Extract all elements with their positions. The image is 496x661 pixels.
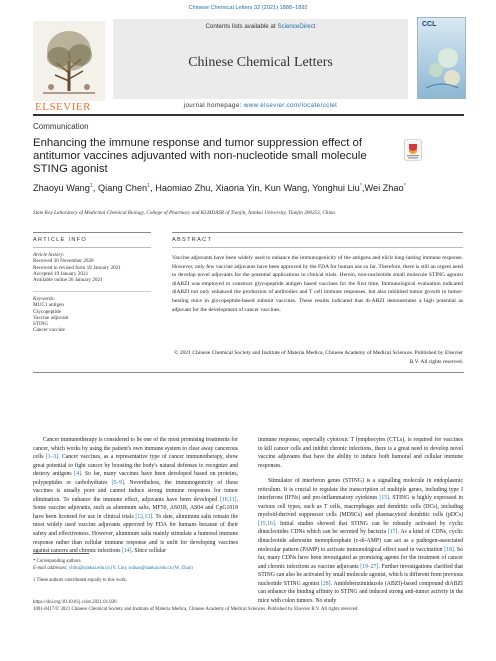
footnote-equal-contribution: 1 These authors contributed equally to this work. (33, 578, 127, 583)
article-info-subrule (33, 247, 151, 248)
cover-artwork-icon (418, 18, 465, 98)
history-item: Available online 26 January 2021 (33, 277, 103, 284)
article-history (33, 252, 151, 283)
abstract-bottom-rule (33, 372, 464, 373)
author-name: Kun Wang (264, 183, 308, 194)
history-item: Accepted 19 January 2021 (33, 270, 89, 277)
journal-banner (113, 19, 408, 99)
homepage-prefix: journal homepage: (183, 102, 244, 109)
body-paragraph: immune response, especially cytotoxic T lymphocytes (CTLs), is required for vaccines to kill cancer cells and inhibit chronic infections, there is a great need to develop novel vaccine adjuvants that have the ability to induce both humoral and cellular immune responses. (258, 437, 463, 469)
article-title: Enhancing the immune response and tumor suppression effect of antitumor vaccines adjuvanted with non-nucleotide small molecule STING agonist (33, 137, 367, 176)
publisher-logo-text: ELSEVIER (35, 101, 91, 113)
body-paragraph: Stimulator of interferon genes (STING) is a signalling molecule in endoplasmic reticulum. It is crucial to regulate the transcription of multiple genes, including type I interferons (IFNs) and pro-inflammatory cytokines [15]. STING is highly expressed in various cell types, such as T cells, macrophages and dendritic cells (DCs), including myeloid-derived suppressor cells (MDSCs) and plasmacytoid dendritic cells (pDCs) [15,16]. Initial studies showed that STING can be robustly activated by cyclic dinucleotides CDNs which can be secreted by bacteria [17]. As a kind of CDNs, cyclic dinucleotide adenosine monophosphate (c-di-AMP) can act as a pathogen-associated molecular pattern (PAMP) to activate immunological effect used in vaccination [18]. So far, many CDNs have been investigated as promising agents for the treatment of cancer and chronic infections as vaccine adjuvants [19–27]. Further investigations clarified that STING can also be activated by small molecule agonist, which is different from previous nucleotide STING agonist [28]. Amidobenzimidazole (ABZI)-based compound diABZI can enhance the binding affinity to STING and induced strong anti-tumor activity in the mice with colon tumors. No study (258, 478, 464, 604)
check-for-updates-icon[interactable] (404, 139, 422, 161)
history-label: Article history: (33, 252, 65, 258)
journal-name: Chinese Chemical Letters (188, 55, 333, 70)
citation-link[interactable]: [18] (444, 546, 454, 553)
citation-link[interactable]: [15,16] (258, 520, 275, 527)
citation-link[interactable]: [12,13] (135, 513, 153, 520)
keywords (33, 296, 151, 334)
email-label: E-mail addresses: (33, 566, 68, 571)
keyword: Cancer vaccine (33, 327, 65, 334)
abstract-rule (172, 232, 463, 233)
issn-copyright: 1001-8417/© 2021 Chinese Chemical Society and Institute of Materia Medica, Chinese Academy of Medical Sciences. Published by Elsevier B.V. All rights reserved. (33, 607, 359, 612)
body-paragraph: Cancer immunotherapy is considered to be one of the most promising treatments for cancer, which works by using the patient's own immune system to clear away cancerous cells [1–3]. Cancer vaccines, as a representative type of cancer immunotherapy, show great potential to fight cancer by boosting the body's natural defenses to recognize and destroy antigens [4]. So far, many vaccines have been developed based on proteins, polypeptides or carbohydrates [5–9]. Nevertheless, the immunogenicity of these vaccines is usually poor and cannot induce strong immune responses for tumor elimination. To enhance the immune effect, adjuvants have been developed [10,11]. Some vaccine adjuvants, such as aluminum salts, MF59, AS01B, AS04 and CpG1018 have been licensed for use in clinical trials [12,13]. To date, aluminum salts remain the most widely used vaccine adjuvants approved by FDA for humans because of their safety and effectiveness. However, aluminum salts mainly stimulate a humoral immune response rather than cellular immune response and is unfit for developing vaccines against cancers and chronic infections [14]. Since cellular (33, 437, 238, 555)
doi-link[interactable]: https://doi.org/10.1016/j.cclet.2021.01.036 (33, 600, 117, 605)
citation-link[interactable]: [1–3] (45, 454, 59, 461)
author-name: Yonghui Liu (312, 183, 360, 194)
article-type: Communication (33, 122, 89, 131)
journal-cover (417, 17, 466, 99)
journal-reference[interactable]: Chinese Chemical Letters 32 (2021) 1888–1892 (188, 5, 308, 11)
body-left-column (33, 436, 238, 556)
footnote-emails (33, 566, 243, 572)
contents-line (113, 23, 408, 30)
abstract-subrule (172, 247, 463, 248)
abstract-heading: ABSTRACT (172, 237, 213, 243)
article-info-rule (33, 232, 151, 233)
citation-link[interactable]: [17] (387, 529, 398, 536)
author-name: Zhaoyu Wang (33, 183, 90, 194)
author-mark[interactable]: 1 (89, 183, 93, 189)
citation-link[interactable]: [14] (121, 548, 132, 555)
author-mark[interactable]: * (359, 183, 362, 189)
author-name: Qiang Chen (98, 183, 148, 194)
body-right-column (258, 436, 463, 605)
author-mark[interactable]: * (403, 183, 406, 189)
footnote-corresponding: * Corresponding authors. (33, 559, 82, 564)
citation-link[interactable]: [4] (74, 471, 81, 478)
affiliation: State Key Laboratory of Medicinal Chemical Biology, College of Pharmacy and KLMDASR of Tianjin, Nankai University, Tianjin 300353, China (33, 210, 336, 216)
keyword: MUC1 antigen (33, 302, 64, 309)
keyword: Vaccine adjuvant (33, 314, 69, 321)
cover-title: CCL (422, 21, 437, 28)
keywords-label: Keywords: (33, 296, 56, 302)
abstract-copyright: © 2021 Chinese Chemical Society and Institute of Materia Medica, Chinese Academy of Medical Sciences. Published by Elsevier B.V. All rights reserved. (174, 350, 463, 365)
journal-homepage (113, 102, 408, 109)
citation-link[interactable]: [28] (321, 580, 331, 587)
elsevier-tree-logo-icon (33, 21, 105, 109)
footnote-rule (33, 553, 89, 554)
keyword: STING (33, 321, 49, 328)
keyword: Glycopeptide (33, 308, 61, 315)
history-item: Received in revised form 18 January 2021 (33, 264, 121, 271)
author-name: Xiaona Yin (215, 183, 260, 194)
author-name: Wei Zhao (364, 183, 404, 194)
author-list: Zhaoyu Wang$^1$, Qiang Chen$^1$, Haomiao Zhu, Xiaona Yin, Kun Wang, Yonghui Liu*,Wei Zhao* (33, 183, 406, 194)
citation-link[interactable]: [5–9] (111, 479, 124, 486)
citation-link[interactable]: [19–27] (360, 563, 379, 570)
keywords-rule (33, 291, 151, 292)
citation-link[interactable]: [15] (379, 495, 389, 502)
author-name: Haomiao Zhu (155, 183, 211, 194)
contents-prefix: Contents lists available at (205, 23, 278, 30)
header-rule (33, 114, 464, 116)
email-links[interactable]: yhliu@nankai.edu.cn (Y. Liu), wzhao@nankai.edu.cn (W. Zhao) (68, 566, 193, 571)
journal-header (33, 17, 464, 112)
abstract-text: Vaccine adjuvants have been widely used to enhance the immunogenicity of the antigens and elicit long-lasting immune response. However, only few vaccine adjuvants have been approved by the FDA for human use so far. Therefore, there is still an urgent need to develop novel adjuvants for the potential applications in clinical trials. Herein, non-nucleotide small molecule STING agonist diABZI was employed to construct glycopeptide antigen based vaccines for the first time. Immunological evaluation indicated diABZI not only enhanced the production of antibodies and T cell immune responses, but also inhibited tumor growth in tumor-bearing mice in glycopeptide-based subunit vaccines. These results indicated that di-ABZI demonstrates a high potential as adjuvant for the development of cancer vaccines. (172, 255, 463, 313)
homepage-url[interactable]: www.elsevier.com/locate/cclet (243, 102, 338, 109)
article-info-heading: ARTICLE INFO (33, 237, 88, 243)
sciencedirect-link[interactable]: ScienceDirect (277, 23, 316, 30)
author-mark[interactable]: 1 (147, 183, 151, 189)
history-item: Received 30 November 2020 (33, 258, 94, 265)
citation-link[interactable]: [10,11] (220, 496, 237, 503)
